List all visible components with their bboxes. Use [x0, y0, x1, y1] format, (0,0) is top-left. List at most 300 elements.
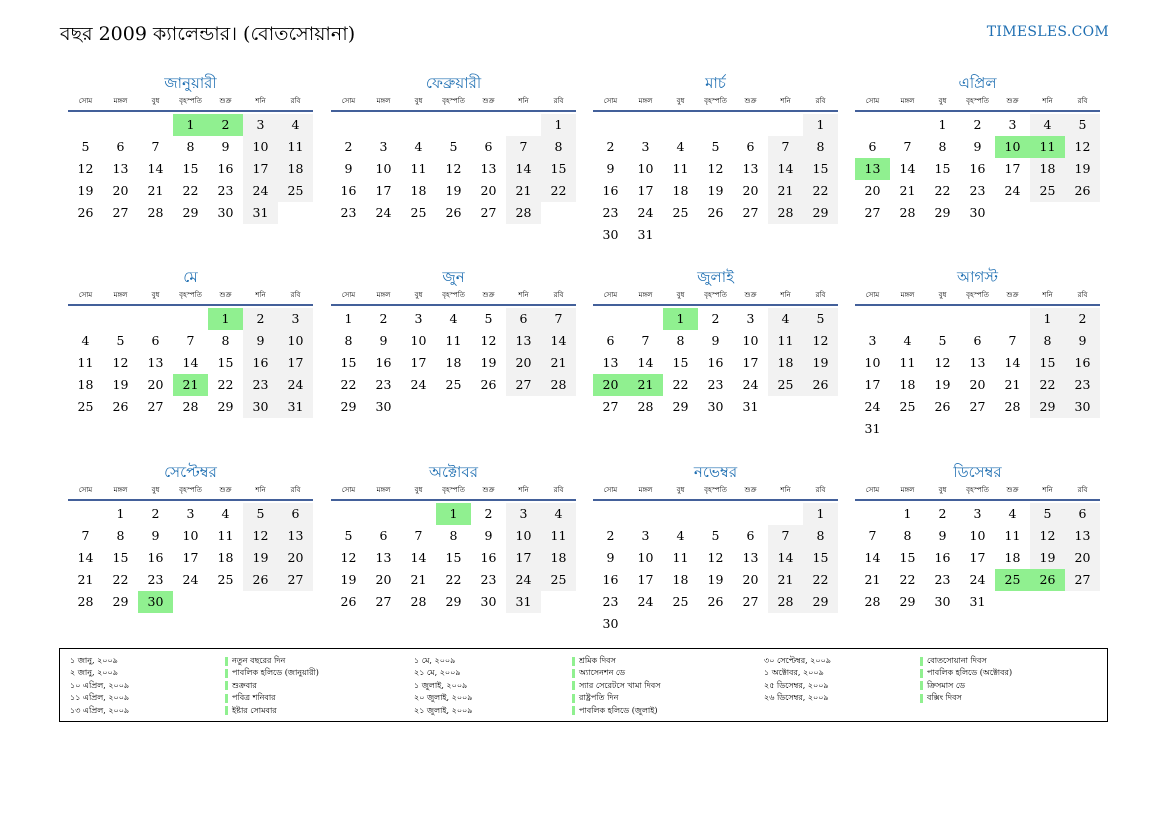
- page-title: বছর 2009 ক্যালেন্ডার। (বোতসোয়ানা): [60, 23, 356, 45]
- day-cell: 7: [641, 333, 650, 348]
- month-block: [593, 72, 838, 246]
- weekday-label: সোম: [341, 291, 356, 299]
- month-name: মে: [183, 268, 198, 286]
- day-cell: 20: [278, 547, 313, 569]
- day-cell: 27: [375, 594, 392, 609]
- holiday-marker: [225, 681, 228, 690]
- day-cell: 5: [711, 528, 720, 543]
- day-cell: 27: [742, 594, 759, 609]
- day-cell: 13: [602, 355, 619, 370]
- day-cell: 23: [375, 377, 392, 392]
- day-cell: 18: [541, 547, 576, 569]
- day-cell: 30: [217, 205, 234, 220]
- holiday-marker: [572, 681, 575, 690]
- day-cell: 4: [676, 139, 685, 154]
- day-cell: 12: [707, 161, 724, 176]
- day-cell: 31: [506, 591, 541, 613]
- weekday-label: রবি: [553, 97, 564, 105]
- month-name: ফেব্রুয়ারী: [425, 74, 482, 92]
- day-cell: 24: [864, 399, 881, 414]
- day-cell: 8: [541, 136, 576, 158]
- holiday-day-cell: 26: [1030, 569, 1065, 591]
- month-name: জানুয়ারী: [164, 74, 217, 92]
- day-cell: 29: [445, 594, 462, 609]
- day-cell: 6: [1065, 503, 1100, 525]
- weekday-label: রবি: [1077, 291, 1088, 299]
- day-cell: 15: [803, 158, 838, 180]
- day-cell: 4: [676, 528, 685, 543]
- weekday-header: [593, 483, 838, 501]
- day-cell: 8: [803, 136, 838, 158]
- holiday-day-cell: 13: [855, 158, 890, 180]
- month-name: এপ্রিল: [958, 74, 997, 92]
- empty-cell: [401, 503, 436, 525]
- empty-cell: [103, 114, 138, 136]
- day-cell: 22: [217, 377, 234, 392]
- day-cell: 23: [707, 377, 724, 392]
- day-cell: 26: [77, 205, 94, 220]
- day-cell: 15: [182, 161, 199, 176]
- day-cell: 11: [278, 136, 313, 158]
- month-name: নভেম্বর: [693, 463, 738, 481]
- day-cell: 10: [506, 525, 541, 547]
- weekday-label: রবি: [290, 486, 301, 494]
- weekday-header: [68, 94, 313, 112]
- weekday-label: শুক্র: [1006, 486, 1019, 494]
- day-cell: 21: [1004, 377, 1021, 392]
- day-cell: 20: [112, 183, 129, 198]
- day-cell: 18: [1004, 550, 1021, 565]
- day-cell: 11: [768, 330, 803, 352]
- day-grid: [855, 308, 1100, 440]
- month-name: জুলাই: [697, 268, 734, 286]
- holiday-marker: [225, 706, 228, 715]
- holiday-legend: [59, 648, 1108, 722]
- day-cell: 19: [934, 377, 951, 392]
- day-cell: 19: [77, 183, 94, 198]
- month-block: [331, 266, 576, 418]
- day-cell: 7: [151, 139, 160, 154]
- empty-cell: [173, 308, 208, 330]
- day-cell: 26: [112, 399, 129, 414]
- day-cell: 25: [1030, 180, 1065, 202]
- weekday-label: বৃহস্পতি: [966, 97, 989, 105]
- empty-cell: [138, 114, 173, 136]
- day-cell: 5: [116, 333, 125, 348]
- day-cell: 26: [934, 399, 951, 414]
- day-cell: 22: [672, 377, 689, 392]
- day-cell: 6: [746, 139, 755, 154]
- empty-cell: [628, 503, 663, 525]
- holiday-date: ২ জানু, ২০০৯: [70, 668, 118, 678]
- day-cell: 31: [243, 202, 278, 224]
- weekday-label: শনি: [518, 486, 529, 494]
- day-cell: 23: [217, 183, 234, 198]
- holiday-marker: [920, 681, 923, 690]
- day-cell: 16: [375, 355, 392, 370]
- day-cell: 25: [77, 399, 94, 414]
- day-cell: 31: [637, 227, 654, 242]
- day-cell: 17: [864, 377, 881, 392]
- day-cell: 20: [506, 352, 541, 374]
- holiday-day-cell: 21: [628, 374, 663, 396]
- day-cell: 10: [410, 333, 427, 348]
- weekday-label: রবি: [815, 486, 826, 494]
- holiday-date: ২১ মে, ২০০৯: [414, 668, 461, 678]
- weekday-label: শুক্র: [744, 291, 757, 299]
- day-cell: 15: [672, 355, 689, 370]
- day-cell: 3: [641, 139, 650, 154]
- weekday-label: সোম: [865, 291, 880, 299]
- day-cell: 27: [506, 374, 541, 396]
- day-cell: 21: [768, 180, 803, 202]
- weekday-label: শুক্র: [744, 486, 757, 494]
- weekday-label: বুধ: [151, 291, 160, 299]
- day-cell: 11: [217, 528, 234, 543]
- day-cell: 18: [77, 377, 94, 392]
- weekday-label: বুধ: [151, 97, 160, 105]
- empty-cell: [138, 308, 173, 330]
- holiday-name: পাবলিক হলিডে (জানুয়ারী): [232, 668, 319, 678]
- weekday-label: শনি: [518, 97, 529, 105]
- day-cell: 15: [899, 550, 916, 565]
- day-cell: 24: [278, 374, 313, 396]
- month-block: [331, 461, 576, 613]
- day-cell: 18: [445, 355, 462, 370]
- weekday-label: রবি: [553, 486, 564, 494]
- day-cell: 21: [147, 183, 164, 198]
- day-cell: 1: [938, 117, 947, 132]
- weekday-label: বৃহস্পতি: [966, 291, 989, 299]
- day-cell: 7: [81, 528, 90, 543]
- day-cell: 11: [410, 161, 427, 176]
- weekday-label: শুক্র: [482, 486, 495, 494]
- day-cell: 18: [672, 572, 689, 587]
- month-block: [331, 72, 576, 224]
- empty-cell: [890, 114, 925, 136]
- day-cell: 13: [480, 161, 497, 176]
- day-cell: 23: [969, 183, 986, 198]
- weekday-label: শুক্র: [219, 97, 232, 105]
- weekday-label: বুধ: [676, 291, 685, 299]
- day-cell: 24: [375, 205, 392, 220]
- holiday-name: অ্যাসেনশন ডে: [579, 668, 626, 678]
- day-cell: 5: [243, 503, 278, 525]
- day-cell: 4: [221, 506, 230, 521]
- day-cell: 25: [672, 205, 689, 220]
- weekday-label: বৃহস্পতি: [442, 291, 465, 299]
- day-cell: 4: [278, 114, 313, 136]
- holiday-name: পাবলিক হলিডে (জুলাই): [579, 705, 658, 715]
- holiday-marker: [225, 694, 228, 703]
- day-cell: 9: [221, 139, 230, 154]
- month-name: আগস্ট: [957, 268, 998, 286]
- weekday-label: বৃহস্পতি: [966, 486, 989, 494]
- weekday-label: বৃহস্পতি: [179, 291, 202, 299]
- day-cell: 7: [768, 136, 803, 158]
- day-grid: [855, 114, 1100, 224]
- weekday-label: শনি: [780, 97, 791, 105]
- day-cell: 24: [637, 205, 654, 220]
- day-cell: 19: [1065, 158, 1100, 180]
- empty-cell: [698, 503, 733, 525]
- month-block: [68, 266, 313, 418]
- day-cell: 24: [969, 572, 986, 587]
- holiday-marker: [572, 694, 575, 703]
- day-cell: 26: [243, 569, 278, 591]
- weekday-label: সোম: [78, 97, 93, 105]
- day-cell: 25: [445, 377, 462, 392]
- day-cell: 17: [1004, 161, 1021, 176]
- empty-cell: [733, 114, 768, 136]
- day-cell: 28: [506, 202, 541, 224]
- day-cell: 11: [77, 355, 94, 370]
- day-cell: 6: [151, 333, 160, 348]
- weekday-header: [68, 483, 313, 501]
- weekday-label: বৃহস্পতি: [442, 97, 465, 105]
- weekday-label: মঙ্গল: [900, 97, 915, 105]
- holiday-marker: [920, 694, 923, 703]
- empty-cell: [331, 503, 366, 525]
- day-cell: 12: [1065, 136, 1100, 158]
- day-cell: 24: [1004, 183, 1021, 198]
- holiday-day-cell: 10: [995, 136, 1030, 158]
- day-cell: 22: [899, 572, 916, 587]
- day-cell: 5: [938, 333, 947, 348]
- day-cell: 23: [340, 205, 357, 220]
- day-cell: 22: [934, 183, 951, 198]
- day-cell: 18: [899, 377, 916, 392]
- holiday-marker: [920, 669, 923, 678]
- day-cell: 13: [1065, 525, 1100, 547]
- holiday-name: ক্রিসমাস ডে: [927, 680, 965, 690]
- day-cell: 16: [934, 550, 951, 565]
- day-cell: 10: [637, 161, 654, 176]
- day-cell: 12: [77, 161, 94, 176]
- day-cell: 23: [602, 205, 619, 220]
- day-cell: 16: [243, 352, 278, 374]
- day-cell: 23: [1065, 374, 1100, 396]
- weekday-header: [855, 94, 1100, 112]
- day-cell: 8: [449, 528, 458, 543]
- weekday-label: মঙ্গল: [376, 97, 391, 105]
- day-cell: 15: [1030, 352, 1065, 374]
- day-cell: 19: [340, 572, 357, 587]
- weekday-label: শনি: [255, 291, 266, 299]
- day-cell: 18: [217, 550, 234, 565]
- day-cell: 2: [973, 117, 982, 132]
- day-cell: 8: [1030, 330, 1065, 352]
- holiday-date: ২০ জুলাই, ২০০৯: [414, 693, 473, 703]
- month-name: অক্টোবর: [428, 463, 479, 481]
- day-cell: 12: [707, 550, 724, 565]
- holiday-date: ২৫ ডিসেম্বর, ২০০৯: [764, 680, 829, 690]
- day-cell: 1: [803, 114, 838, 136]
- day-cell: 28: [768, 591, 803, 613]
- day-cell: 27: [1065, 569, 1100, 591]
- day-cell: 5: [344, 528, 353, 543]
- day-cell: 30: [480, 594, 497, 609]
- day-cell: 20: [969, 377, 986, 392]
- day-cell: 2: [379, 311, 388, 326]
- weekday-label: সোম: [78, 486, 93, 494]
- day-cell: 22: [340, 377, 357, 392]
- weekday-header: [331, 94, 576, 112]
- day-grid: [593, 308, 838, 418]
- empty-cell: [366, 503, 401, 525]
- day-cell: 7: [186, 333, 195, 348]
- day-cell: 31: [969, 594, 986, 609]
- brand-link[interactable]: TIMESLES.COM: [986, 24, 1109, 40]
- day-cell: 22: [803, 180, 838, 202]
- day-cell: 31: [742, 399, 759, 414]
- day-cell: 28: [541, 374, 576, 396]
- day-cell: 27: [278, 569, 313, 591]
- day-cell: 21: [768, 569, 803, 591]
- empty-cell: [925, 308, 960, 330]
- weekday-label: রবি: [553, 291, 564, 299]
- day-cell: 9: [1065, 330, 1100, 352]
- weekday-header: [855, 288, 1100, 306]
- day-cell: 20: [864, 183, 881, 198]
- day-cell: 5: [711, 139, 720, 154]
- day-cell: 1: [1030, 308, 1065, 330]
- day-cell: 2: [606, 139, 615, 154]
- day-cell: 9: [379, 333, 388, 348]
- empty-cell: [890, 308, 925, 330]
- day-cell: 30: [1065, 396, 1100, 418]
- day-cell: 12: [445, 161, 462, 176]
- day-cell: 17: [278, 352, 313, 374]
- weekday-label: বৃহস্পতি: [704, 97, 727, 105]
- weekday-label: বুধ: [414, 486, 423, 494]
- day-cell: 6: [606, 333, 615, 348]
- empty-cell: [628, 308, 663, 330]
- day-cell: 29: [934, 205, 951, 220]
- day-cell: 3: [641, 528, 650, 543]
- day-cell: 23: [602, 594, 619, 609]
- day-cell: 4: [768, 308, 803, 330]
- day-cell: 26: [707, 594, 724, 609]
- day-cell: 22: [1030, 374, 1065, 396]
- month-name: মার্চ: [705, 74, 726, 92]
- month-block: [855, 72, 1100, 224]
- month-block: [68, 461, 313, 613]
- day-cell: 10: [969, 528, 986, 543]
- day-cell: 13: [278, 525, 313, 547]
- day-cell: 11: [1004, 528, 1021, 543]
- empty-cell: [68, 114, 103, 136]
- empty-cell: [366, 114, 401, 136]
- weekday-label: রবি: [290, 291, 301, 299]
- day-cell: 25: [899, 399, 916, 414]
- weekday-label: বুধ: [938, 97, 947, 105]
- day-cell: 2: [606, 528, 615, 543]
- weekday-label: বৃহস্পতি: [179, 97, 202, 105]
- day-cell: 19: [243, 547, 278, 569]
- weekday-label: বৃহস্পতি: [442, 486, 465, 494]
- day-cell: 14: [768, 158, 803, 180]
- day-cell: 2: [344, 139, 353, 154]
- holiday-day-cell: 21: [173, 374, 208, 396]
- weekday-label: রবি: [815, 291, 826, 299]
- day-cell: 14: [506, 158, 541, 180]
- empty-cell: [628, 114, 663, 136]
- empty-cell: [855, 114, 890, 136]
- weekday-label: মঙ্গল: [638, 291, 653, 299]
- day-cell: 29: [899, 594, 916, 609]
- weekday-label: মঙ্গল: [376, 486, 391, 494]
- weekday-label: শুক্র: [482, 291, 495, 299]
- day-cell: 7: [506, 136, 541, 158]
- day-cell: 17: [742, 355, 759, 370]
- day-cell: 1: [903, 506, 912, 521]
- weekday-label: রবি: [1077, 97, 1088, 105]
- day-cell: 7: [768, 525, 803, 547]
- weekday-label: বুধ: [414, 291, 423, 299]
- day-cell: 1: [803, 503, 838, 525]
- day-cell: 7: [903, 139, 912, 154]
- month-block: [855, 266, 1100, 440]
- day-cell: 16: [217, 161, 234, 176]
- holiday-day-cell: 11: [1030, 136, 1065, 158]
- day-cell: 28: [182, 399, 199, 414]
- holiday-marker: [572, 657, 575, 666]
- month-name: ডিসেম্বর: [953, 463, 1002, 481]
- day-cell: 12: [1030, 525, 1065, 547]
- day-cell: 28: [1004, 399, 1021, 414]
- day-cell: 12: [243, 525, 278, 547]
- day-cell: 13: [375, 550, 392, 565]
- day-cell: 16: [707, 355, 724, 370]
- day-cell: 20: [375, 572, 392, 587]
- day-cell: 23: [147, 572, 164, 587]
- holiday-date: ২৬ ডিসেম্বর, ২০০৯: [764, 693, 829, 703]
- day-cell: 6: [973, 333, 982, 348]
- day-cell: 24: [637, 594, 654, 609]
- day-cell: 3: [414, 311, 423, 326]
- weekday-label: রবি: [815, 97, 826, 105]
- day-cell: 31: [278, 396, 313, 418]
- weekday-label: সোম: [341, 97, 356, 105]
- day-cell: 21: [77, 572, 94, 587]
- day-cell: 8: [221, 333, 230, 348]
- day-cell: 3: [278, 308, 313, 330]
- day-cell: 2: [151, 506, 160, 521]
- holiday-date: ৩০ সেপ্টেম্বর, ২০০৯: [764, 656, 831, 665]
- day-cell: 29: [112, 594, 129, 609]
- weekday-label: বৃহস্পতি: [179, 486, 202, 494]
- day-cell: 12: [480, 333, 497, 348]
- day-cell: 14: [410, 550, 427, 565]
- holiday-date: ১ জানু, ২০০৯: [70, 656, 118, 665]
- day-cell: 9: [973, 139, 982, 154]
- day-cell: 5: [484, 311, 493, 326]
- day-cell: 11: [672, 550, 689, 565]
- day-cell: 7: [541, 308, 576, 330]
- day-cell: 26: [340, 594, 357, 609]
- day-cell: 14: [541, 330, 576, 352]
- weekday-header: [593, 94, 838, 112]
- day-grid: [331, 308, 576, 418]
- day-cell: 5: [449, 139, 458, 154]
- day-cell: 30: [243, 396, 278, 418]
- day-grid: [68, 308, 313, 418]
- day-cell: 14: [1004, 355, 1021, 370]
- weekday-label: সোম: [341, 486, 356, 494]
- day-cell: 4: [1030, 114, 1065, 136]
- holiday-name: বক্সিং দিবস: [927, 693, 962, 703]
